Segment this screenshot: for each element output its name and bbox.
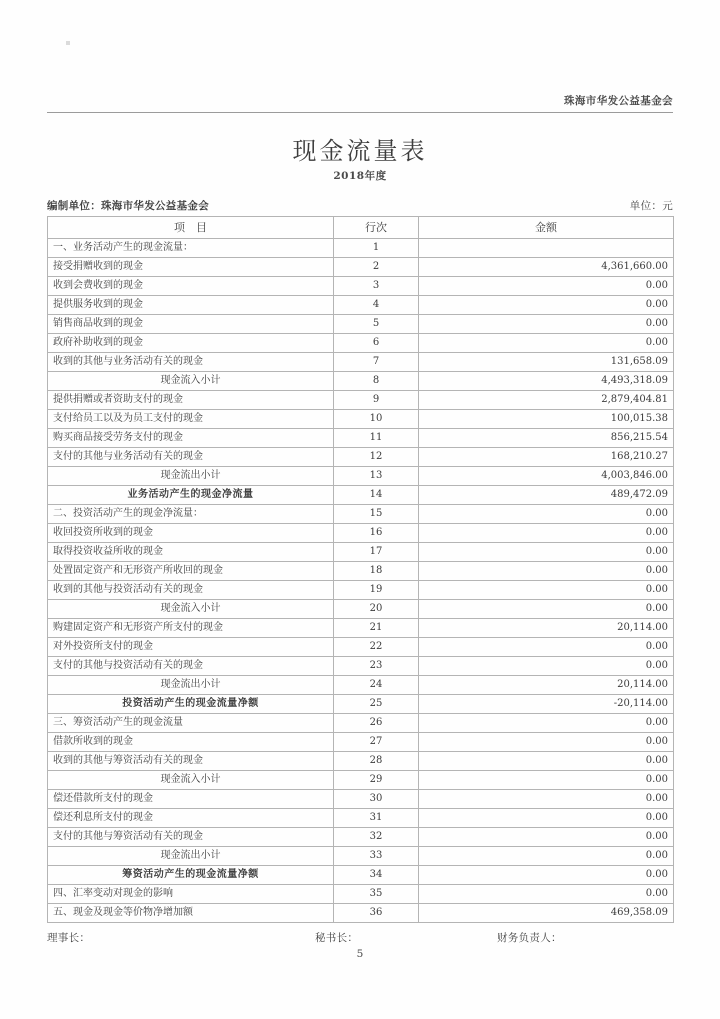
table-row xyxy=(48,258,674,277)
cell-amount: 20,114.00 xyxy=(419,676,674,695)
cell-amount: 131,658.09 xyxy=(419,353,674,372)
cell-item: 接受捐赠收到的现金 xyxy=(48,258,334,277)
cell-line-number: 24 xyxy=(334,676,419,695)
cell-item: 收到会费收到的现金 xyxy=(48,277,334,296)
cell-line-number: 19 xyxy=(334,581,419,600)
cell-line-number: 23 xyxy=(334,657,419,676)
table-row xyxy=(48,239,674,258)
cell-item: 处置固定资产和无形资产所收回的现金 xyxy=(48,562,334,581)
cell-item: 购建固定资产和无形资产所支付的现金 xyxy=(48,619,334,638)
cell-item: 借款所收到的现金 xyxy=(48,733,334,752)
cell-amount: 168,210.27 xyxy=(419,448,674,467)
table-row xyxy=(48,714,674,733)
table-row xyxy=(48,790,674,809)
cell-item: 对外投资所支付的现金 xyxy=(48,638,334,657)
cell-item: 业务活动产生的现金净流量 xyxy=(48,486,334,505)
table-row xyxy=(48,752,674,771)
table-row xyxy=(48,828,674,847)
cell-amount: 0.00 xyxy=(419,296,674,315)
cash-flow-table-body xyxy=(48,239,674,923)
cell-line-number: 17 xyxy=(334,543,419,562)
page-number: 5 xyxy=(356,948,364,960)
table-row xyxy=(48,771,674,790)
table-row xyxy=(48,676,674,695)
cell-amount: 0.00 xyxy=(419,771,674,790)
cell-line-number: 6 xyxy=(334,334,419,353)
table-row xyxy=(48,600,674,619)
cell-line-number: 35 xyxy=(334,885,419,904)
cell-amount: 0.00 xyxy=(419,638,674,657)
cell-amount: 0.00 xyxy=(419,714,674,733)
table-row xyxy=(48,448,674,467)
column-header-item: 项 目 xyxy=(48,217,334,239)
cell-line-number: 20 xyxy=(334,600,419,619)
cell-amount: 0.00 xyxy=(419,657,674,676)
cell-amount: 0.00 xyxy=(419,828,674,847)
cell-line-number: 3 xyxy=(334,277,419,296)
column-header-amount: 金额 xyxy=(419,217,674,239)
cell-amount: 0.00 xyxy=(419,600,674,619)
cell-amount: 0.00 xyxy=(419,277,674,296)
cell-item: 支付给员工以及为员工支付的现金 xyxy=(48,410,334,429)
page-subtitle-period: 2018年度 xyxy=(333,170,387,182)
table-row xyxy=(48,524,674,543)
cell-amount: 0.00 xyxy=(419,334,674,353)
cell-line-number: 14 xyxy=(334,486,419,505)
cell-item: 支付的其他与投资活动有关的现金 xyxy=(48,657,334,676)
cell-item: 现金流出小计 xyxy=(48,676,334,695)
cell-line-number: 27 xyxy=(334,733,419,752)
cell-amount: 0.00 xyxy=(419,809,674,828)
cell-amount: 0.00 xyxy=(419,866,674,885)
cell-amount: 0.00 xyxy=(419,733,674,752)
table-row xyxy=(48,486,674,505)
cell-item: 支付的其他与筹资活动有关的现金 xyxy=(48,828,334,847)
cell-item: 偿还借款所支付的现金 xyxy=(48,790,334,809)
currency-unit-label: 单位：元 xyxy=(629,200,673,212)
preparer-label: 编制单位：珠海市华发公益基金会 xyxy=(47,200,209,212)
table-row xyxy=(48,562,674,581)
cell-line-number: 1 xyxy=(334,239,419,258)
table-row xyxy=(48,353,674,372)
table-row xyxy=(48,866,674,885)
cell-item: 筹资活动产生的现金流量净额 xyxy=(48,866,334,885)
cell-amount: 2,879,404.81 xyxy=(419,391,674,410)
cell-line-number: 11 xyxy=(334,429,419,448)
table-row xyxy=(48,638,674,657)
signature-finance-officer: 财务负责人： xyxy=(497,932,562,944)
cell-item: 现金流入小计 xyxy=(48,372,334,391)
cell-line-number: 15 xyxy=(334,505,419,524)
table-row xyxy=(48,372,674,391)
cell-item: 收到的其他与投资活动有关的现金 xyxy=(48,581,334,600)
cell-item: 现金流入小计 xyxy=(48,771,334,790)
cell-amount: 0.00 xyxy=(419,524,674,543)
cell-line-number: 10 xyxy=(334,410,419,429)
table-row xyxy=(48,847,674,866)
table-row xyxy=(48,429,674,448)
cell-line-number: 8 xyxy=(334,372,419,391)
table-row xyxy=(48,505,674,524)
cell-item: 购买商品接受劳务支付的现金 xyxy=(48,429,334,448)
cell-amount xyxy=(419,239,674,258)
table-row xyxy=(48,581,674,600)
cell-amount: 489,472.09 xyxy=(419,486,674,505)
statement-meta xyxy=(47,198,673,213)
cell-line-number: 2 xyxy=(334,258,419,277)
cell-amount: 0.00 xyxy=(419,581,674,600)
table-row xyxy=(48,904,674,923)
signature-secretary-general: 秘书长： xyxy=(315,932,359,944)
cell-amount: 469,358.09 xyxy=(419,904,674,923)
cell-amount: 0.00 xyxy=(419,562,674,581)
table-row xyxy=(48,315,674,334)
cell-line-number: 29 xyxy=(334,771,419,790)
cell-amount: 20,114.00 xyxy=(419,619,674,638)
table-row xyxy=(48,809,674,828)
table-row xyxy=(48,296,674,315)
cell-line-number: 7 xyxy=(334,353,419,372)
cell-amount: 0.00 xyxy=(419,505,674,524)
table-row xyxy=(48,619,674,638)
page-header-organization: 珠海市华发公益基金会 xyxy=(564,95,673,107)
page-title: 现金流量表 xyxy=(292,137,428,165)
cell-line-number: 28 xyxy=(334,752,419,771)
table-row xyxy=(48,334,674,353)
cell-amount: 0.00 xyxy=(419,847,674,866)
cell-amount: 856,215.54 xyxy=(419,429,674,448)
cell-item: 现金流入小计 xyxy=(48,600,334,619)
table-row xyxy=(48,543,674,562)
table-row xyxy=(48,695,674,714)
cell-item: 收到的其他与筹资活动有关的现金 xyxy=(48,752,334,771)
cell-item: 三、筹资活动产生的现金流量 xyxy=(48,714,334,733)
table-row xyxy=(48,733,674,752)
cell-line-number: 4 xyxy=(334,296,419,315)
cell-item: 现金流出小计 xyxy=(48,847,334,866)
cell-item: 政府补助收到的现金 xyxy=(48,334,334,353)
cell-item: 偿还利息所支付的现金 xyxy=(48,809,334,828)
cell-line-number: 18 xyxy=(334,562,419,581)
table-row xyxy=(48,467,674,486)
header-divider xyxy=(47,112,673,113)
cell-amount: 4,493,318.09 xyxy=(419,372,674,391)
cell-item: 提供服务收到的现金 xyxy=(48,296,334,315)
cell-amount: 4,003,846.00 xyxy=(419,467,674,486)
cell-line-number: 13 xyxy=(334,467,419,486)
cell-amount: 0.00 xyxy=(419,752,674,771)
cell-line-number: 26 xyxy=(334,714,419,733)
cell-item: 取得投资收益所收的现金 xyxy=(48,543,334,562)
cell-item: 销售商品收到的现金 xyxy=(48,315,334,334)
cell-line-number: 21 xyxy=(334,619,419,638)
cell-item: 五、现金及现金等价物净增加额 xyxy=(48,904,334,923)
cell-line-number: 22 xyxy=(334,638,419,657)
cell-line-number: 25 xyxy=(334,695,419,714)
cell-amount: 100,015.38 xyxy=(419,410,674,429)
scan-artifact-speck xyxy=(66,41,70,45)
cell-item: 现金流出小计 xyxy=(48,467,334,486)
signature-chairman: 理事长： xyxy=(47,932,91,944)
cell-amount: 4,361,660.00 xyxy=(419,258,674,277)
cell-line-number: 30 xyxy=(334,790,419,809)
cash-flow-table xyxy=(47,216,674,923)
cell-line-number: 32 xyxy=(334,828,419,847)
cell-item: 一、业务活动产生的现金流量： xyxy=(48,239,334,258)
cell-item: 投资活动产生的现金流量净额 xyxy=(48,695,334,714)
cell-item: 收到的其他与业务活动有关的现金 xyxy=(48,353,334,372)
cell-amount: 0.00 xyxy=(419,543,674,562)
table-row xyxy=(48,391,674,410)
table-row xyxy=(48,277,674,296)
cell-item: 二、投资活动产生的现金净流量： xyxy=(48,505,334,524)
table-row xyxy=(48,410,674,429)
cell-line-number: 5 xyxy=(334,315,419,334)
cell-item: 四、汇率变动对现金的影响 xyxy=(48,885,334,904)
cell-line-number: 9 xyxy=(334,391,419,410)
table-header-row xyxy=(48,217,674,239)
cell-line-number: 12 xyxy=(334,448,419,467)
column-header-line: 行次 xyxy=(334,217,419,239)
cell-line-number: 33 xyxy=(334,847,419,866)
cell-item: 收回投资所收到的现金 xyxy=(48,524,334,543)
cell-line-number: 34 xyxy=(334,866,419,885)
cell-line-number: 31 xyxy=(334,809,419,828)
cell-amount: 0.00 xyxy=(419,790,674,809)
table-row xyxy=(48,885,674,904)
cell-amount: -20,114.00 xyxy=(419,695,674,714)
table-row xyxy=(48,657,674,676)
cell-item: 提供捐赠或者资助支付的现金 xyxy=(48,391,334,410)
cell-item: 支付的其他与业务活动有关的现金 xyxy=(48,448,334,467)
cell-amount: 0.00 xyxy=(419,315,674,334)
cell-amount: 0.00 xyxy=(419,885,674,904)
cell-line-number: 36 xyxy=(334,904,419,923)
cell-line-number: 16 xyxy=(334,524,419,543)
